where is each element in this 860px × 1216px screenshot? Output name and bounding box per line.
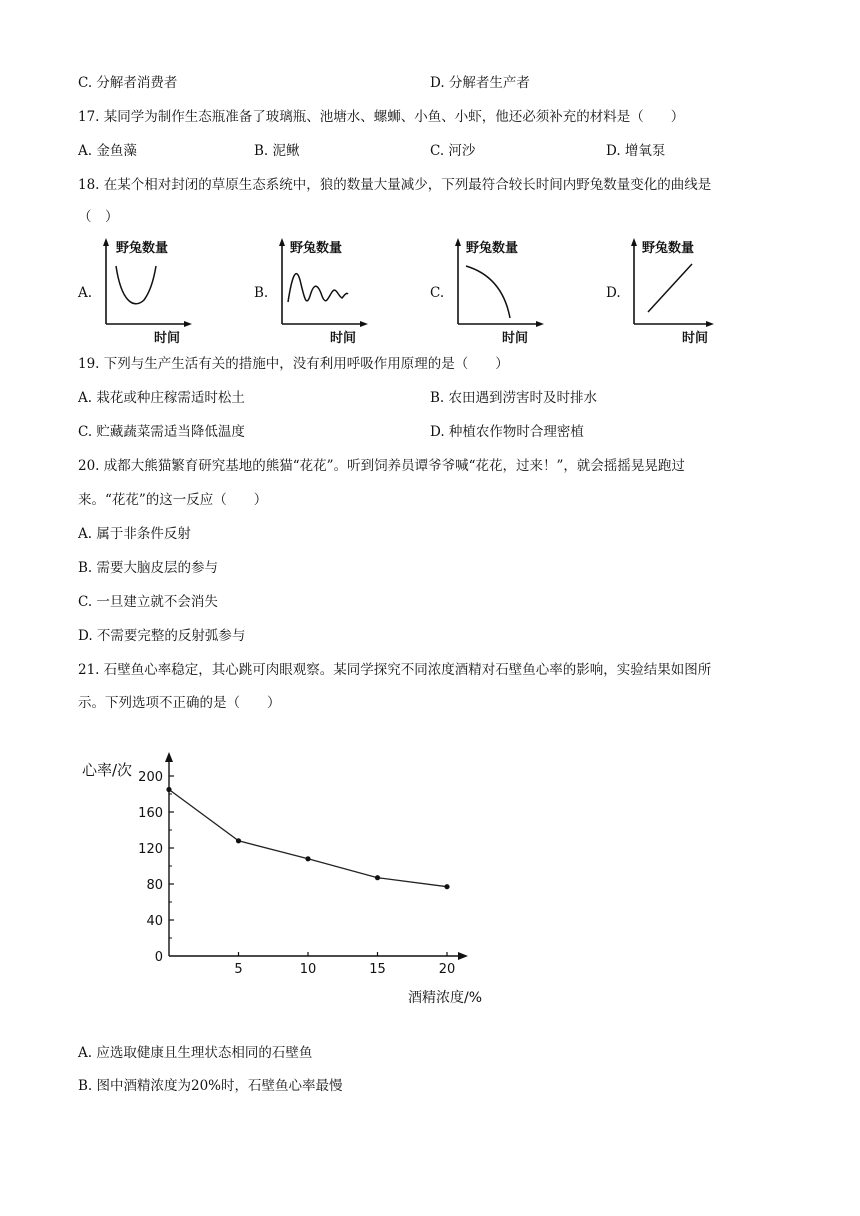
q18-graph-b-curve <box>288 274 348 302</box>
q16-option-c: C. 分解者消费者 <box>78 75 178 91</box>
chart-x-axis-title: 酒精浓度/% <box>408 990 483 1006</box>
q16-option-d: D. 分解者生产者 <box>430 75 530 91</box>
q18-graph-d-label: D. <box>606 285 621 301</box>
q18-graph-a <box>100 236 200 346</box>
q17-stem: 17. 某同学为制作生态瓶准备了玻璃瓶、池塘水、螺蛳、小鱼、小虾，他还必须补充的材料是（ ） <box>78 109 685 125</box>
q19-option-c: C. 贮藏蔬菜需适当降低温度 <box>78 424 245 440</box>
q21-option-b: B. 图中酒精浓度为20%时，石壁鱼心率最慢 <box>78 1078 343 1094</box>
q18-graph-a-ylabel: 野兔数量 <box>116 241 169 256</box>
q17-option-c: C. 河沙 <box>430 143 476 159</box>
chart-y-tick-label: 40 <box>146 914 163 929</box>
chart-y-tick-label: 120 <box>138 842 163 857</box>
q21-stem-line2: 示。下列选项不正确的是（ ） <box>78 695 281 711</box>
q18-graph-b <box>276 236 376 346</box>
q18-stem-line1: 18. 在某个相对封闭的草原生态系统中，狼的数量大量减少，下列最符合较长时间内野兔数量变化的曲线是 <box>78 177 712 193</box>
chart-x-tick-label: 5 <box>234 962 243 977</box>
chart-series-line <box>169 790 447 887</box>
q20-option-b: B. 需要大脑皮层的参与 <box>78 560 219 576</box>
q18-graph-a-xlabel: 时间 <box>154 331 181 346</box>
q19-option-d: D. 种植农作物时合理密植 <box>430 424 584 440</box>
chart-y-tick-label: 0 <box>154 950 163 965</box>
q17-option-b: B. 泥鳅 <box>254 143 300 159</box>
q18-graph-b-ylabel: 野兔数量 <box>290 241 343 256</box>
q20-option-c: C. 一旦建立就不会消失 <box>78 594 218 610</box>
q20-stem-line2: 来。“花花”的这一反应（ ） <box>78 492 268 508</box>
chart-y-axis-arrow <box>165 752 173 762</box>
q18-graph-c-curve <box>466 266 510 318</box>
q21-option-a: A. 应选取健康且生理状态相同的石壁鱼 <box>78 1045 313 1061</box>
q20-option-d: D. 不需要完整的反射弧参与 <box>78 628 246 644</box>
heart-rate-chart <box>60 740 520 1020</box>
chart-x-axis-arrow <box>458 952 468 960</box>
chart-data-point <box>305 856 310 861</box>
q20-stem-line1: 20. 成都大熊猫繁育研究基地的熊猫“花花”。听到饲养员谭爷爷喊“花花，过来！”，就会摇摇晃晃跑过 <box>78 458 685 474</box>
q18-graph-d-curve <box>648 264 692 312</box>
q18-stem-line2: （ ） <box>78 209 119 225</box>
q21-stem-line1: 21. 石壁鱼心率稳定，其心跳可肉眼观察。某同学探究不同浓度酒精对石壁鱼心率的影响，实验结果如图所 <box>78 662 712 678</box>
chart-x-tick-label: 15 <box>369 962 386 977</box>
q17-option-d: D. 增氧泵 <box>606 143 666 159</box>
chart-x-tick-label: 20 <box>438 962 456 977</box>
q20-option-a: A. 属于非条件反射 <box>78 526 191 542</box>
q18-graph-c-label: C. <box>430 285 445 301</box>
q17-option-a: A. 金鱼藻 <box>78 143 137 159</box>
q18-graph-d-ylabel: 野兔数量 <box>642 241 695 256</box>
q18-graph-a-label: A. <box>78 285 93 301</box>
q18-graph-c <box>452 236 552 346</box>
chart-data-point <box>166 787 171 792</box>
q19-option-b: B. 农田遇到涝害时及时排水 <box>430 390 598 406</box>
q19-option-a: A. 栽花或种庄稼需适时松土 <box>78 390 245 406</box>
q19-stem: 19. 下列与生产生活有关的措施中，没有利用呼吸作用原理的是（ ） <box>78 356 509 372</box>
q18-graph-b-label: B. <box>254 285 269 301</box>
chart-y-tick-label: 160 <box>138 806 163 821</box>
chart-y-tick-label: 200 <box>138 770 163 785</box>
chart-x-tick-label: 10 <box>299 962 317 977</box>
chart-data-point <box>236 838 241 843</box>
q18-graph-d-xlabel: 时间 <box>682 331 709 346</box>
chart-y-tick-label: 80 <box>146 878 163 893</box>
chart-data-point <box>375 875 380 880</box>
q18-graph-a-curve <box>116 266 156 304</box>
chart-y-axis-title: 心率/次 <box>82 761 133 779</box>
chart-data-point <box>444 884 449 889</box>
q18-graph-c-ylabel: 野兔数量 <box>466 241 519 256</box>
q18-graph-b-xlabel: 时间 <box>330 331 357 346</box>
q18-graph-c-xlabel: 时间 <box>502 331 529 346</box>
q18-graph-d <box>628 236 728 346</box>
